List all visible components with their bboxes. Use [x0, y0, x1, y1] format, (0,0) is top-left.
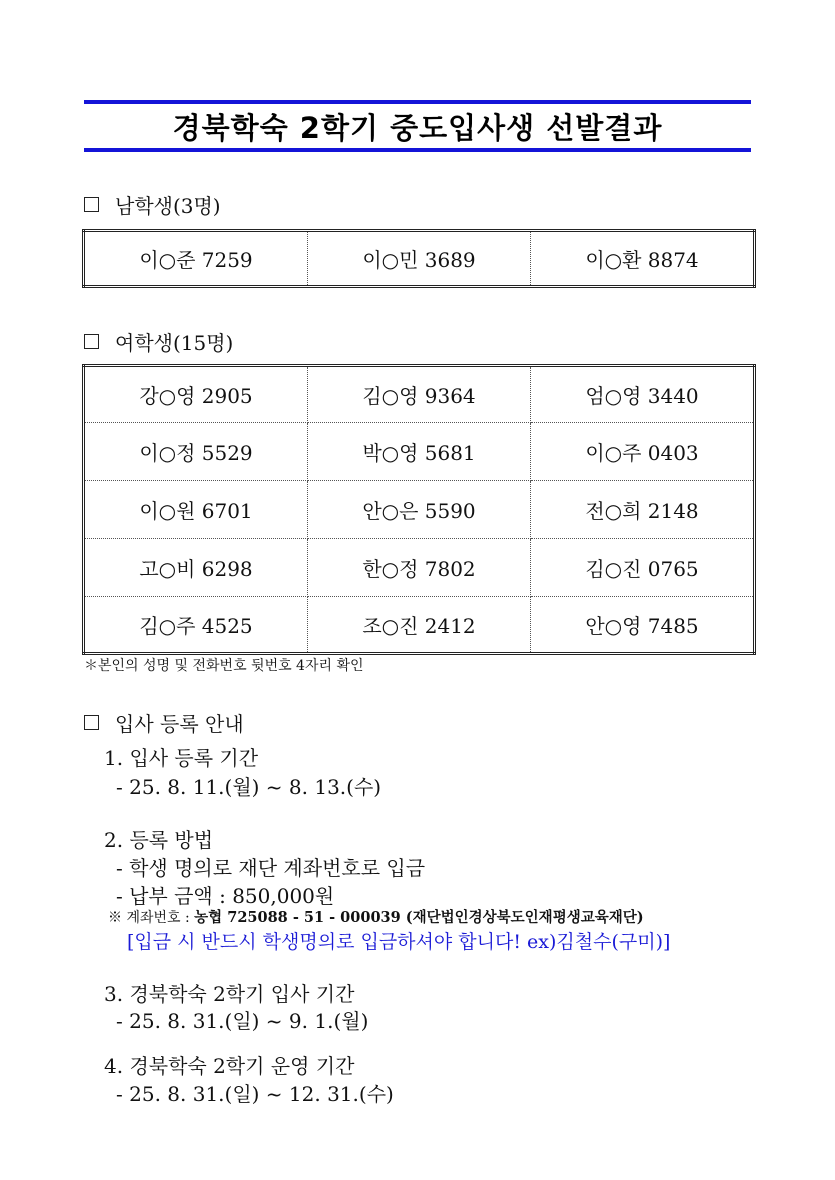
title-bar — [84, 100, 751, 152]
checkbox-square-icon — [84, 715, 99, 730]
checkbox-square-icon — [84, 334, 99, 349]
operation-period-title: 4. 경북학숙 2학기 운영 기간 — [104, 1054, 355, 1078]
table-cell: 이○원 6701 — [84, 481, 308, 539]
table-cell: 박○영 5681 — [308, 423, 531, 481]
registration-method-title: 2. 등록 방법 — [104, 828, 214, 852]
registration-heading-label: 입사 등록 안내 — [115, 712, 244, 736]
male-heading-label: 남학생(3명) — [115, 194, 221, 218]
male-section-heading — [84, 190, 221, 219]
table-row — [84, 366, 755, 423]
table-cell: 김○영 9364 — [308, 366, 531, 423]
table-cell: 고○비 6298 — [84, 539, 308, 597]
registration-section-heading — [84, 708, 244, 737]
page-title: 경북학숙 2학기 중도입사생 선발결과 — [172, 110, 663, 145]
registration-method-amount: - 납부 금액 : 850,000원 — [116, 884, 335, 908]
table-cell: 이○주 0403 — [531, 423, 755, 481]
table-row — [84, 231, 755, 287]
table-row — [84, 423, 755, 481]
table-cell: 전○희 2148 — [531, 481, 755, 539]
registration-period-title: 1. 입사 등록 기간 — [104, 746, 259, 770]
table-cell: 이○정 5529 — [84, 423, 308, 481]
checkbox-square-icon — [84, 197, 99, 212]
table-cell: 안○영 7485 — [531, 597, 755, 654]
table-row — [84, 481, 755, 539]
table-cell: 한○정 7802 — [308, 539, 531, 597]
male-table — [82, 229, 756, 288]
deposit-warning: [입금 시 반드시 학생명의로 입금하셔야 합니다! ex)김철수(구미)] — [127, 931, 671, 953]
table-cell: 김○주 4525 — [84, 597, 308, 654]
table-cell: 조○진 2412 — [308, 597, 531, 654]
table-cell: 김○진 0765 — [531, 539, 755, 597]
table-cell: 이○환 8874 — [531, 231, 755, 287]
table-row — [84, 597, 755, 654]
account-prefix: ※ 계좌번호 : — [108, 910, 190, 926]
table-cell: 이○민 3689 — [308, 231, 531, 287]
operation-period-dates: - 25. 8. 31.(일) ~ 12. 31.(수) — [116, 1082, 394, 1106]
registration-period-dates: - 25. 8. 11.(월) ~ 8. 13.(수) — [116, 775, 382, 799]
registration-method-deposit: - 학생 명의로 재단 계좌번호로 입금 — [116, 856, 426, 880]
female-heading-label: 여학생(15명) — [115, 331, 234, 355]
table-cell: 엄○영 3440 — [531, 366, 755, 423]
move-in-period-dates: - 25. 8. 31.(일) ~ 9. 1.(월) — [116, 1009, 369, 1033]
table-cell: 강○영 2905 — [84, 366, 308, 423]
table-row — [84, 539, 755, 597]
move-in-period-title: 3. 경북학숙 2학기 입사 기간 — [104, 982, 355, 1006]
table-cell: 안○은 5590 — [308, 481, 531, 539]
account-info — [108, 906, 644, 927]
verification-note: ＊본인의 성명 및 전화번호 뒷번호 4자리 확인 — [84, 658, 364, 674]
female-section-heading — [84, 327, 233, 356]
table-cell: 이○준 7259 — [84, 231, 308, 287]
account-detail: 농협 725088 - 51 - 000039 (재단법인경상북도인재평생교육재단) — [194, 909, 644, 926]
female-table — [82, 364, 756, 655]
